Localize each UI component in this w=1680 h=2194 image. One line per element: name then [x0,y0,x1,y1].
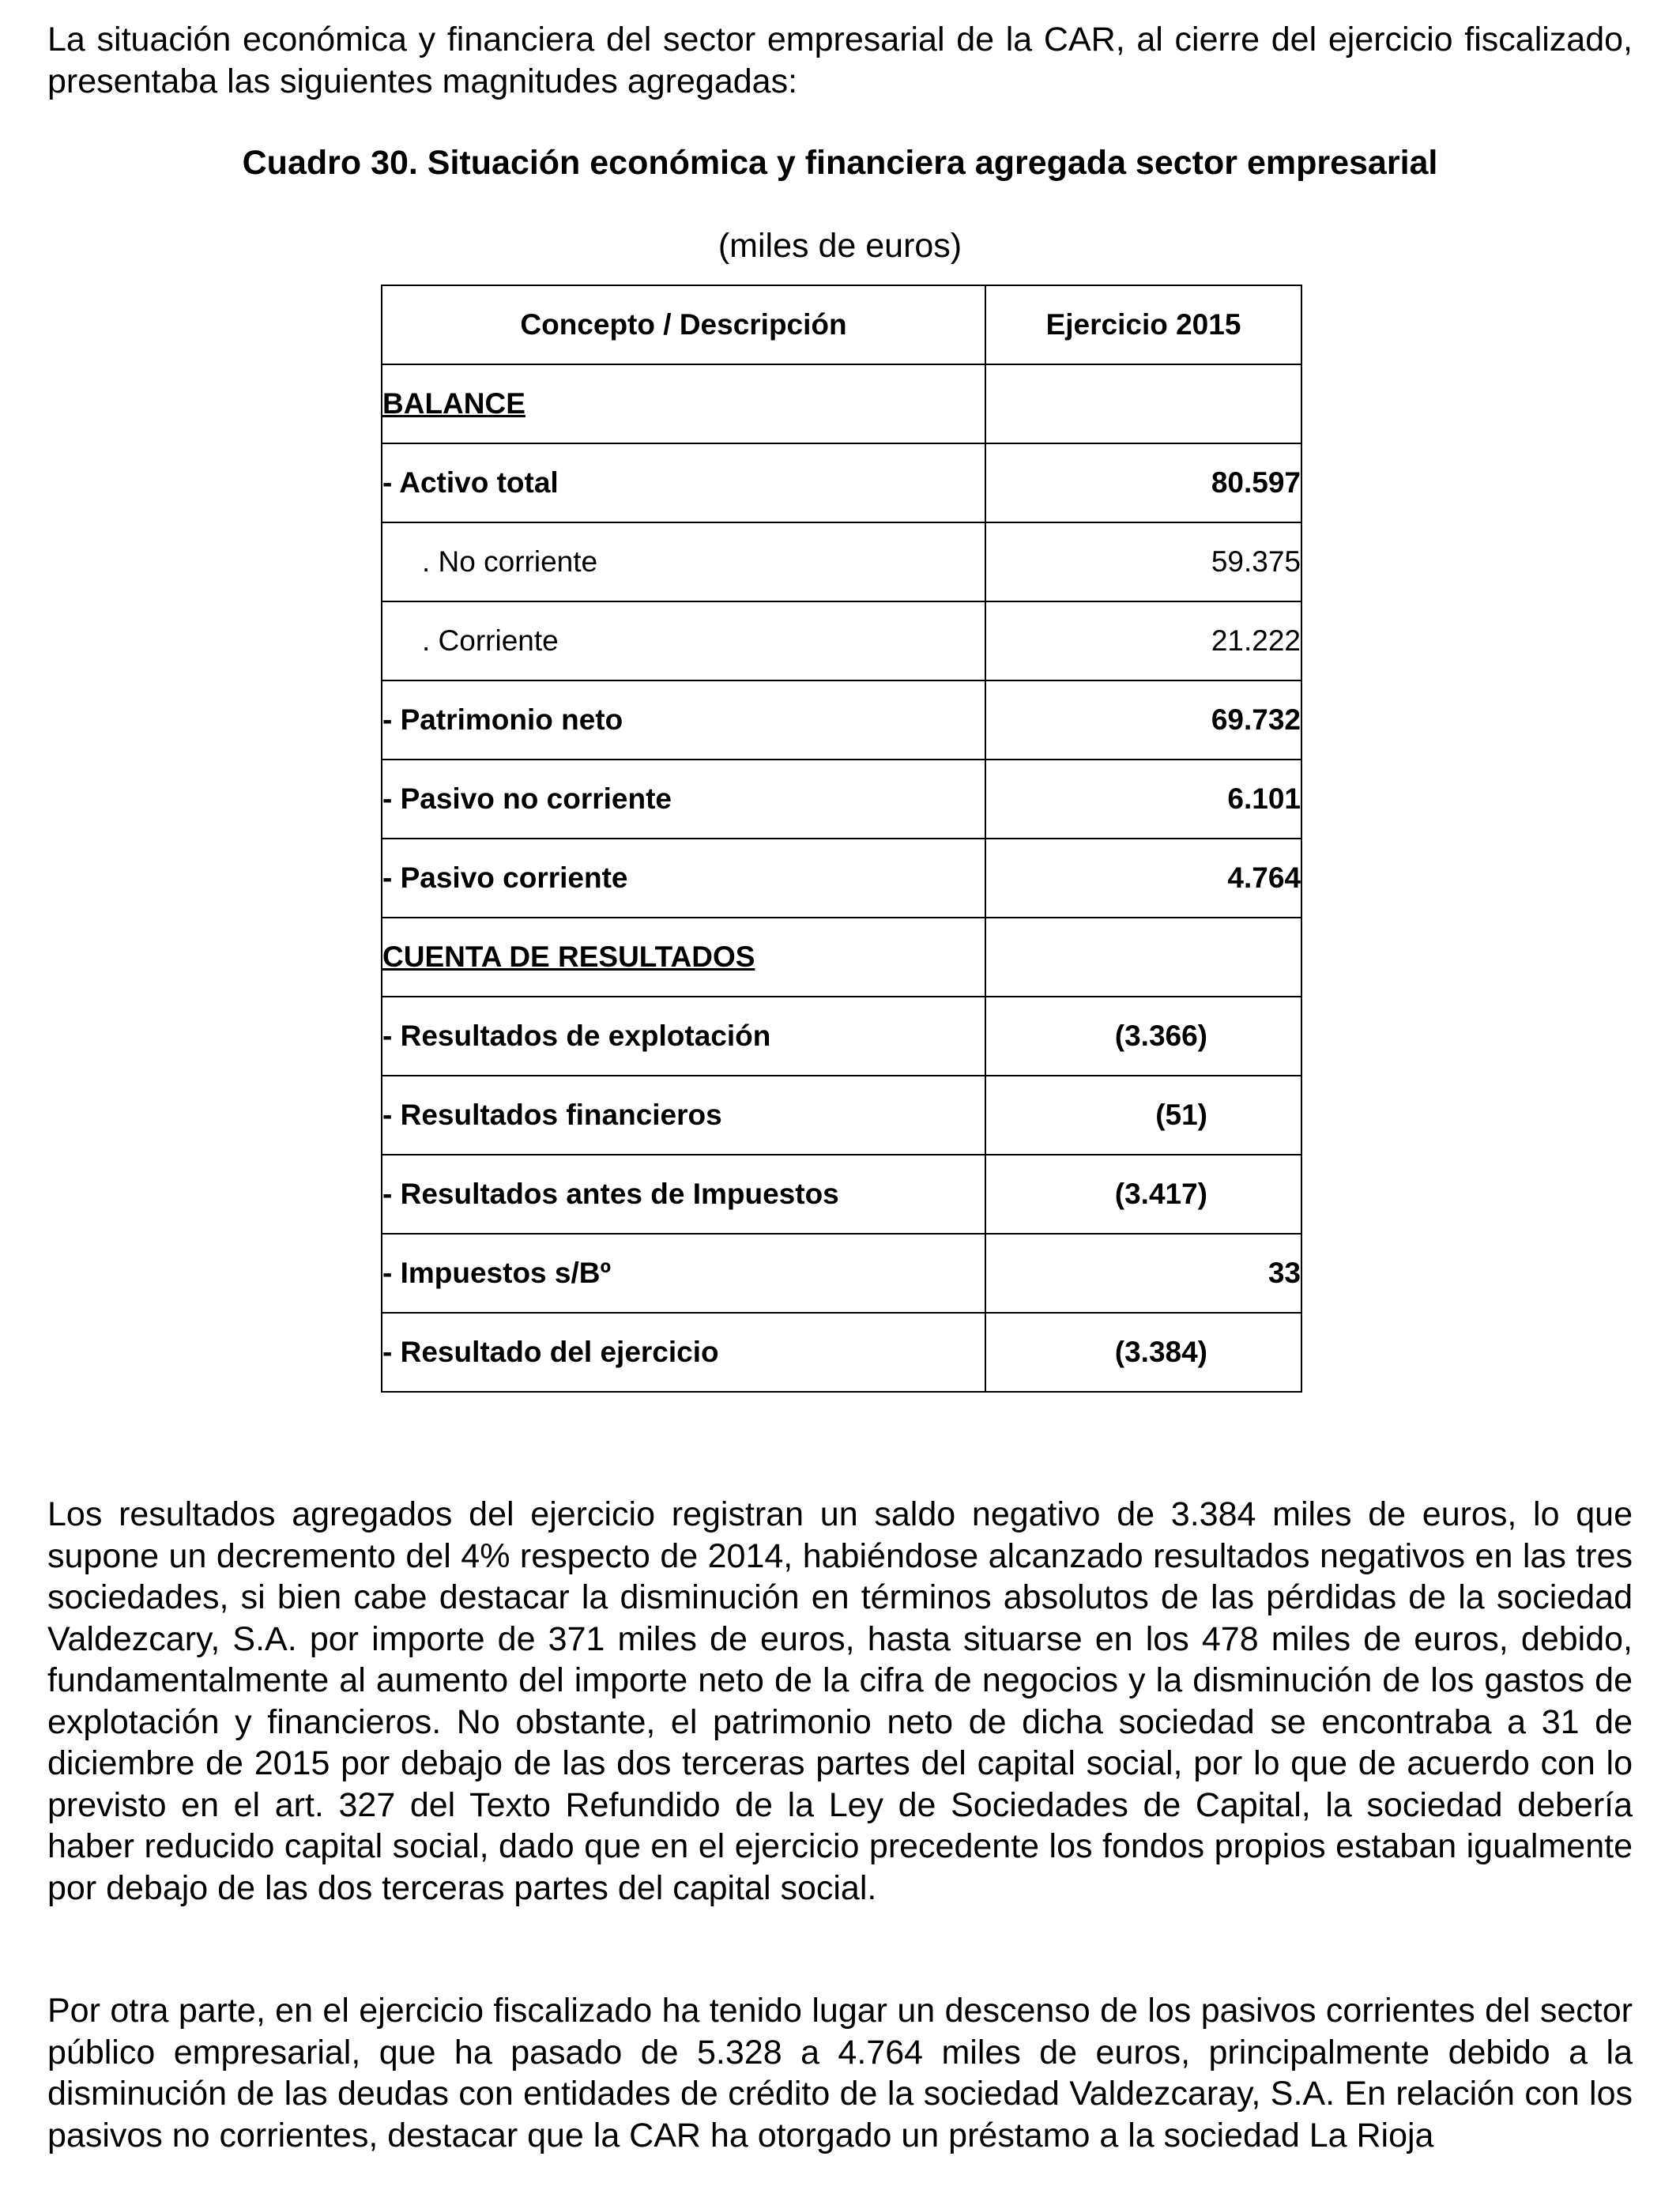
financial-table [381,285,1302,1393]
table-row [382,1313,1301,1392]
table-row [382,997,1301,1076]
section-label-balance: BALANCE [382,364,985,443]
table-row [382,364,1301,443]
row-label: - Impuestos s/Bº [382,1234,985,1313]
row-label: - Activo total [382,443,985,522]
row-value: (3.384) [985,1313,1301,1392]
row-label: - Pasivo corriente [382,839,985,918]
row-label: . No corriente [382,522,985,601]
row-value: 80.597 [985,443,1301,522]
row-value: 21.222 [985,601,1301,680]
row-label: - Resultados de explotación [382,997,985,1076]
row-value: 6.101 [985,760,1301,839]
table-row [382,522,1301,601]
row-label: - Pasivo no corriente [382,760,985,839]
row-label: - Resultados financieros [382,1076,985,1155]
row-value [985,918,1301,997]
row-value: 69.732 [985,680,1301,760]
table-row [382,918,1301,997]
row-value: 33 [985,1234,1301,1313]
body-paragraph-liabilities: Por otra parte, en el ejercicio fiscalizado ha tenido lugar un descenso de los pasivos corrientes del sector público empresarial, que ha pasado de 5.328 a 4.764 miles de euros, principalmente debido a la disminución de las deudas con entidades de crédito de la sociedad Valdezcaray, S.A. En relación con los pasivos no corrientes, destacar que la CAR ha otorgado un préstamo a la sociedad La Rioja [47,1992,1633,2154]
header-concept: Concepto / Descripción [382,285,985,364]
table-row [382,1076,1301,1155]
row-value: (51) [985,1076,1301,1155]
row-label: - Resultados antes de Impuestos [382,1155,985,1234]
intro-paragraph: La situación económica y financiera del sector empresarial de la CAR, al cierre del ejercicio fiscalizado, presentaba las siguientes magnitudes agregadas: [47,21,1633,100]
table-subtitle: (miles de euros) [718,227,962,265]
row-label: . Corriente [382,601,985,680]
table-header-row [382,285,1301,364]
table-row [382,680,1301,760]
section-label-resultados: CUENTA DE RESULTADOS [382,918,985,997]
table-row [382,1155,1301,1234]
header-year: Ejercicio 2015 [985,285,1301,364]
row-value: (3.366) [985,997,1301,1076]
row-label: - Patrimonio neto [382,680,985,760]
table-row [382,601,1301,680]
row-value: 59.375 [985,522,1301,601]
table-row [382,443,1301,522]
row-value [985,364,1301,443]
body-paragraph-results: Los resultados agregados del ejercicio registran un saldo negativo de 3.384 miles de euros, lo que supone un decremento del 4% respecto de 2014, habiéndose alcanzado resultados negativos en las tres sociedades, si bien cabe destacar la disminución en términos absolutos de las pérdidas de la sociedad Valdezcary, S.A. por importe de 371 miles de euros, hasta situarse en los 478 miles de euros, debido, fundamentalmente al aumento del importe neto de la cifra de negocios y la disminución de los gastos de explotación y financieros. No obstante, el patrimonio neto de dicha sociedad se encontraba a 31 de diciembre de 2015 por debajo de las dos terceras partes del capital social, por lo que de acuerdo con lo previsto en el art. 327 del Texto Refundido de la Ley de Sociedades de Capital, la sociedad debería haber reducido capital social, dado que en el ejercicio precedente los fondos propios estaban igualmente por debajo de las dos terceras partes del capital social. [47,1495,1633,1907]
row-value: (3.417) [985,1155,1301,1234]
table-row [382,760,1301,839]
table-row [382,1234,1301,1313]
row-value: 4.764 [985,839,1301,918]
table-row [382,839,1301,918]
table-title: Cuadro 30. Situación económica y financiera agregada sector empresarial [242,144,1438,182]
row-label: - Resultado del ejercicio [382,1313,985,1392]
